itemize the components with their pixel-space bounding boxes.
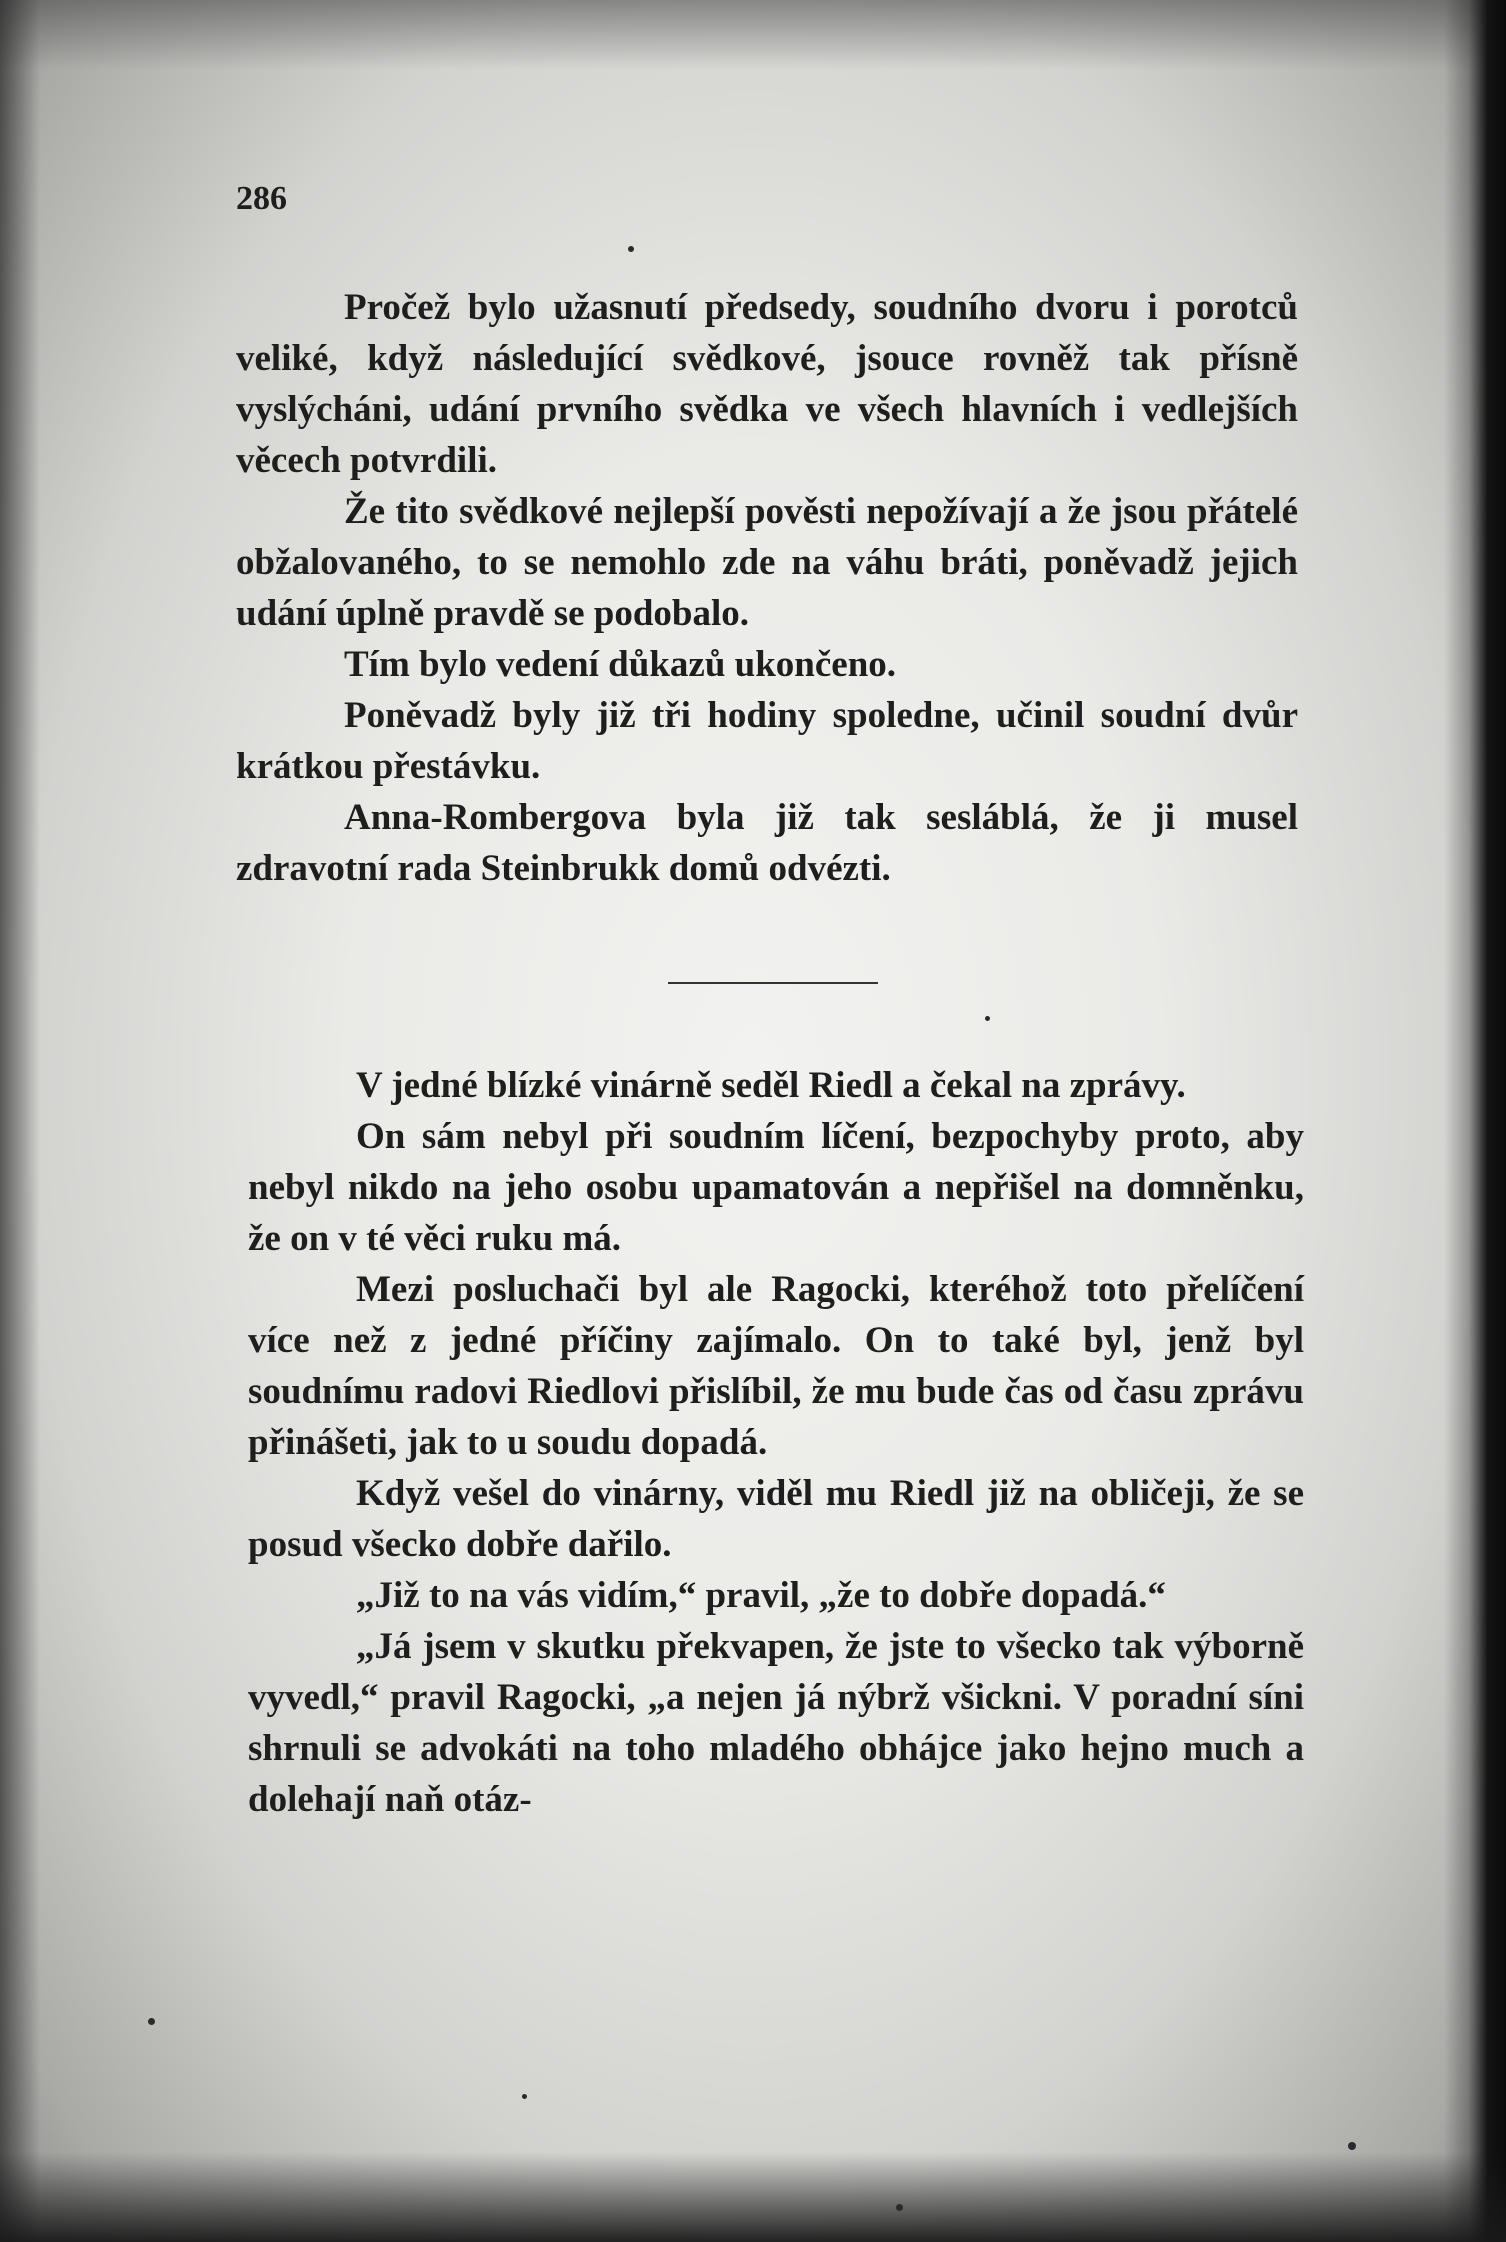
book-spine-shadow xyxy=(1444,0,1506,2242)
paragraph: Pročež bylo užasnutí předsedy, soudního dvoru i porotců veliké, když následující svědkové, jsouce rovněž tak přísně vyslýcháni, udání prvního svědka ve všech hlavních i vedlejších věcech potvrdili. xyxy=(236,287,1298,481)
print-speck xyxy=(896,2204,903,2211)
page-number: 286 xyxy=(236,180,287,217)
page-shadow-top xyxy=(0,0,1506,70)
paragraph: Když vešel do vinárny, viděl mu Riedl již na obličeji, že se posud všecko dobře dařilo. xyxy=(248,1473,1304,1565)
section-one-text xyxy=(236,282,1298,894)
page-shadow-bottom xyxy=(0,2152,1506,2242)
paragraph: Tím bylo vedení důkazů ukončeno. xyxy=(344,644,897,685)
print-speck xyxy=(522,2094,527,2099)
paragraph: On sám nebyl při soudním líčení, bezpochyby proto, aby nebyl nikdo na jeho osobu upamatován a nepřišel na domněnku, že on v té věci ruku má. xyxy=(248,1116,1304,1259)
print-speck xyxy=(628,246,634,252)
paragraph: „Já jsem v skutku překvapen, že jste to všecko tak výborně vyvedl,“ pravil Ragocki, „a nejen já nýbrž všickni. V poradní síni shrnuli se advokáti na toho mladého obhájce jako hejno much a dolehají naň otáz- xyxy=(248,1626,1304,1820)
paragraph: „Již to na vás vidím,“ pravil, „že to dobře dopadá.“ xyxy=(356,1575,1166,1616)
page-shadow-left xyxy=(0,0,40,2242)
print-speck xyxy=(985,1016,990,1021)
print-speck xyxy=(1348,2142,1356,2150)
paragraph: Že tito svědkové nejlepší pověsti nepožívají a že jsou přátelé obžalovaného, to se nemohlo zde na váhu bráti, poněvadž jejich udání úplně pravdě se podobalo. xyxy=(236,491,1298,634)
paragraph: Mezi posluchači byl ale Ragocki, kteréhož toto přelíčení více než z jedné příčiny zajímalo. On to také byl, jenž byl soudnímu radovi Riedlovi přislíbil, že mu bude čas od času zprávu přinášeti, jak to u soudu dopadá. xyxy=(248,1269,1304,1463)
paragraph: Poněvadž byly již tři hodiny spoledne, učinil soudní dvůr krátkou přestávku. xyxy=(236,695,1298,787)
section-divider xyxy=(668,982,878,984)
section-two-text xyxy=(248,1060,1304,1825)
print-speck xyxy=(148,2018,155,2025)
paragraph: V jedné blízké vinárně seděl Riedl a čekal na zprávy. xyxy=(356,1065,1186,1106)
paragraph: Anna-Rombergova byla již tak sesláblá, že ji musel zdravotní rada Steinbrukk domů odvézti. xyxy=(236,797,1298,889)
